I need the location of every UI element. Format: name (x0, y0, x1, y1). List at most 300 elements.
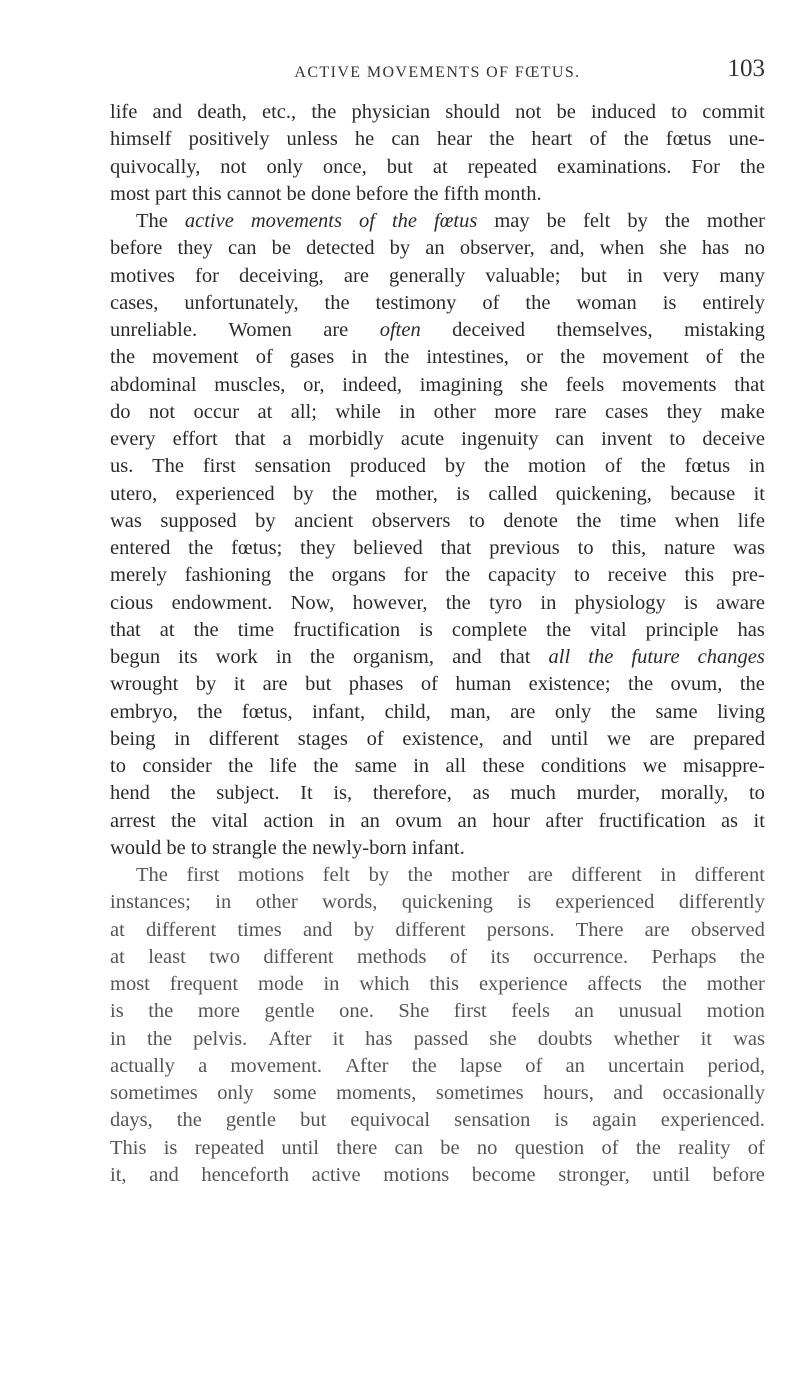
word: cases (605, 400, 649, 423)
word: least (148, 945, 186, 968)
word: wrought (110, 673, 179, 696)
word: can (228, 237, 257, 260)
running-head (110, 48, 765, 88)
word: it (753, 482, 765, 505)
word: they (300, 537, 336, 559)
word: are (649, 727, 675, 750)
word: of (747, 1136, 765, 1159)
word: occur (193, 400, 240, 423)
text-line (110, 617, 765, 644)
word: detected (306, 237, 375, 260)
word: the (193, 618, 219, 641)
word: an (457, 809, 477, 832)
word: organism, (352, 646, 434, 668)
word: that (440, 537, 472, 559)
word: at (110, 918, 125, 941)
text-line (110, 699, 765, 726)
word: the (197, 700, 223, 723)
word: or, (303, 373, 325, 396)
word: but (305, 673, 332, 696)
word: instances; (110, 891, 191, 914)
word: of (601, 1136, 619, 1159)
word: of (604, 455, 622, 478)
word: aware (715, 591, 765, 614)
word: when (599, 237, 645, 260)
word: observed (690, 918, 765, 941)
word: It (300, 782, 313, 805)
word: at (159, 618, 175, 641)
word: arrest (110, 809, 156, 832)
word: The (152, 455, 185, 478)
word: be (271, 237, 291, 260)
word: in (110, 1027, 126, 1050)
word: death, (197, 101, 247, 123)
text-line (110, 835, 765, 862)
word: pre- (731, 564, 765, 587)
word: active (184, 210, 234, 232)
word: misappre- (682, 755, 765, 777)
word: the (739, 155, 765, 178)
word: observers (371, 509, 451, 532)
word: imagining (419, 373, 503, 396)
word: different (145, 918, 217, 941)
word: to (190, 836, 212, 859)
word: etc., (261, 101, 297, 123)
word: living (717, 700, 765, 723)
word: is (110, 1000, 124, 1023)
word: She (398, 1000, 430, 1023)
text-line (110, 453, 765, 480)
word: observer, (459, 237, 535, 260)
word: and, (549, 237, 585, 260)
word: same (354, 755, 397, 777)
word: most (110, 182, 155, 205)
word: fifth (443, 182, 485, 205)
word: physician (351, 101, 431, 123)
word: the (391, 210, 417, 232)
word: sensation (454, 1109, 531, 1132)
word: principle (645, 618, 719, 641)
word: very (662, 264, 700, 287)
text-line (110, 1080, 765, 1107)
text-line (110, 944, 765, 971)
word: himself (110, 128, 172, 151)
word: heart (531, 128, 573, 151)
word: no (476, 1136, 498, 1159)
word: the (640, 455, 666, 478)
word: the (445, 591, 471, 614)
word: of (420, 673, 438, 696)
word: morally, (660, 782, 729, 805)
word: a (282, 428, 292, 450)
word: differently (678, 891, 765, 914)
word: stages (297, 727, 348, 750)
word: is (662, 291, 677, 314)
word: at (257, 400, 273, 423)
word: as (720, 809, 739, 832)
word: movements (250, 210, 342, 232)
word: movement (602, 346, 689, 369)
word: utero, (110, 482, 158, 505)
word: to (468, 509, 485, 532)
word: and (452, 646, 482, 668)
word: some (273, 1082, 317, 1104)
word: she (659, 237, 687, 260)
word: Perhaps (651, 945, 717, 968)
word: different (694, 864, 765, 886)
word: experienced. (660, 1109, 765, 1132)
word: experience (478, 973, 568, 995)
word: in (174, 727, 191, 750)
word: experienced (555, 891, 655, 914)
text-line (110, 1135, 765, 1162)
word: more (494, 400, 537, 423)
word: would (110, 836, 167, 859)
word: until (652, 1163, 690, 1186)
word: is (456, 482, 470, 505)
word: no (744, 237, 765, 260)
word: more (197, 1000, 240, 1023)
running-title: ACTIVE MOVEMENTS OF FŒTUS. (294, 64, 581, 81)
word: subject. (216, 782, 280, 805)
word: time (619, 509, 657, 532)
word: are (527, 864, 553, 886)
word: fœtus (665, 128, 712, 151)
word: murder, (576, 782, 641, 805)
word: the (311, 101, 337, 123)
word: movements (621, 373, 717, 396)
word: methods (356, 945, 427, 968)
word: of (358, 210, 375, 232)
word: cannot (226, 182, 287, 205)
text-line (110, 1053, 765, 1080)
text-line (110, 181, 765, 208)
word: acute (400, 428, 445, 450)
word: it (700, 1027, 712, 1050)
word: same (655, 700, 698, 723)
word: only (217, 1082, 254, 1104)
word: make (720, 400, 765, 423)
word: are (262, 673, 288, 696)
word: in (215, 891, 232, 914)
word: infant. (411, 836, 465, 859)
word: period, (707, 1054, 765, 1077)
word: are (644, 918, 670, 941)
word: changes (697, 646, 765, 668)
word: which (359, 973, 410, 995)
word: they (177, 237, 213, 260)
word: of (255, 346, 273, 369)
word: repeated (467, 155, 538, 178)
word: persons. (486, 918, 555, 941)
word: generally (389, 264, 466, 287)
word: a (198, 1054, 208, 1077)
word: ovum (395, 809, 443, 832)
text-line (110, 126, 765, 153)
word: of (525, 1054, 543, 1077)
word: tyro (489, 591, 523, 614)
word: ingenuity (461, 428, 539, 450)
word: can (394, 1136, 423, 1159)
word: woman (576, 291, 637, 314)
word: ovum, (670, 673, 723, 696)
word: for (195, 264, 219, 287)
word: frequent (169, 973, 239, 995)
word: morbidly (308, 428, 384, 450)
word: in (323, 973, 340, 995)
word: that (499, 646, 531, 668)
word: produced (349, 455, 427, 478)
word: unreliable. (110, 319, 198, 341)
word: For (691, 155, 720, 178)
word: the (281, 836, 313, 859)
word: henceforth (201, 1163, 290, 1186)
word: vital (590, 618, 627, 641)
text-line (110, 998, 765, 1025)
word: pelvis. (193, 1027, 248, 1050)
word: the (288, 564, 314, 587)
word: until (550, 727, 589, 750)
word: is (163, 1136, 178, 1159)
word: to (671, 101, 688, 123)
text-line (110, 426, 765, 453)
word: motion (527, 455, 587, 478)
word: work (215, 646, 258, 668)
word: sometimes (110, 1082, 198, 1104)
text-line (110, 481, 765, 508)
word: phases (348, 673, 404, 696)
word: strangle (211, 836, 282, 859)
word: motion (706, 1000, 765, 1023)
text-line (110, 971, 765, 998)
word: done (311, 182, 356, 205)
word: the (445, 564, 471, 587)
word: be (286, 182, 312, 205)
word: it (233, 673, 246, 696)
word: was (110, 509, 142, 532)
word: they (666, 400, 703, 423)
word: actually (110, 1054, 175, 1077)
word: entirely (702, 291, 765, 314)
word: question (514, 1136, 585, 1159)
word: deceive (702, 428, 765, 450)
word: in (660, 864, 677, 886)
word: its (490, 945, 510, 968)
word: before (356, 182, 414, 205)
word: the (628, 673, 654, 696)
text-line (110, 644, 765, 671)
word: the (110, 346, 136, 369)
word: whether (613, 1027, 680, 1050)
text-line (110, 208, 765, 235)
word: that (734, 373, 765, 396)
word: may (494, 210, 530, 232)
text-line (110, 562, 765, 589)
word: gentle (264, 1000, 315, 1023)
word: mistaking (684, 319, 765, 341)
word: is (684, 591, 698, 614)
text-line (110, 344, 765, 371)
word: future (631, 646, 680, 668)
word: vital (211, 809, 248, 832)
text-line (110, 726, 765, 753)
word: first (202, 455, 236, 478)
word: moments, (336, 1082, 417, 1104)
word: equivocal (350, 1109, 431, 1132)
word: it (332, 1027, 345, 1050)
word: before (712, 1163, 765, 1186)
word: but (580, 264, 607, 287)
word: first (453, 1000, 487, 1023)
word: doubts (537, 1027, 593, 1050)
word: we (606, 727, 631, 750)
text-line (110, 862, 765, 889)
word: fructification (598, 809, 706, 832)
word: reality (678, 1136, 731, 1159)
word: in (748, 455, 765, 478)
word: the (546, 618, 572, 641)
word: quivocally, (110, 155, 201, 178)
word: embryo, (110, 700, 178, 723)
word: quickening, (555, 482, 652, 505)
word: become (471, 1163, 536, 1186)
text-line (110, 780, 765, 807)
word: be (546, 210, 566, 232)
word: active (311, 1163, 361, 1186)
word: mother (451, 864, 510, 886)
word: valuable; (485, 264, 561, 287)
word: she (520, 373, 548, 396)
word: movement (152, 346, 239, 369)
word: are (343, 264, 369, 287)
word: The (136, 210, 168, 232)
word: the (739, 346, 765, 369)
word: The (136, 864, 168, 886)
word: merely (110, 564, 167, 587)
word: an (574, 1000, 594, 1023)
word: themselves, (556, 319, 653, 341)
text-line (110, 889, 765, 916)
word: receive (607, 564, 667, 587)
word: the (484, 455, 510, 478)
text-line (110, 671, 765, 698)
word: deceiving, (238, 264, 324, 287)
word: the (170, 782, 196, 805)
word: this (192, 182, 227, 205)
word: most (110, 973, 150, 995)
word: however, (352, 591, 428, 614)
word: life (110, 101, 138, 123)
word: life (269, 755, 297, 777)
word: abdominal (110, 373, 197, 396)
word: of (449, 945, 467, 968)
word: occasionally (662, 1082, 765, 1104)
word: the (560, 346, 586, 369)
word: different (208, 727, 280, 750)
word: the (313, 755, 339, 777)
word: it, (110, 1163, 127, 1186)
word: stronger, (558, 1163, 630, 1186)
text-line (110, 372, 765, 399)
word: as (472, 782, 490, 805)
word: the (661, 973, 687, 995)
word: the (623, 128, 649, 151)
word: not (220, 155, 247, 178)
word: mother (706, 973, 765, 995)
word: believed (353, 537, 423, 559)
word: is (419, 618, 433, 641)
word: and (152, 101, 183, 123)
word: sensation (254, 455, 331, 478)
word: not (515, 101, 542, 123)
word: nature (664, 537, 716, 559)
word: effort (172, 428, 218, 450)
word: be (166, 836, 191, 859)
word: There (575, 918, 624, 941)
word: only (266, 155, 303, 178)
word: different (571, 864, 642, 886)
word: positively (188, 128, 270, 151)
word: previous (489, 537, 560, 559)
word: different (263, 945, 334, 968)
word: was (733, 1027, 765, 1050)
word: or (525, 346, 544, 369)
word: these (482, 755, 525, 777)
word: before (110, 237, 163, 260)
word: of (366, 727, 384, 750)
word: child, (384, 700, 431, 723)
word: two (209, 945, 240, 968)
word: the (384, 346, 410, 369)
text-line (110, 99, 765, 126)
word: the (525, 291, 551, 314)
word: the (588, 646, 614, 668)
word: days, (110, 1109, 153, 1132)
word: After (268, 1027, 312, 1050)
word: by (255, 509, 276, 532)
word: an (565, 1054, 585, 1077)
word: invent (601, 428, 653, 450)
word: to (110, 755, 126, 777)
word: the (739, 945, 765, 968)
word: by (627, 210, 648, 232)
word: was (733, 537, 765, 559)
word: in (351, 346, 368, 369)
word: the (228, 755, 254, 777)
word: action (263, 809, 314, 832)
word: this, (611, 537, 647, 559)
word: gentle (225, 1109, 276, 1132)
word: the (413, 182, 444, 205)
word: feels (511, 1000, 550, 1023)
word: mode (258, 973, 304, 995)
word: every (110, 428, 156, 450)
word: that (234, 428, 266, 450)
word: by (444, 455, 466, 478)
word: felt (322, 864, 350, 886)
word: conditions (540, 755, 627, 777)
word: existence, (402, 727, 484, 750)
word: an (360, 809, 380, 832)
word: fœtus (434, 210, 478, 232)
word: capacity (487, 564, 557, 587)
body-text (110, 99, 765, 1189)
text-line (110, 535, 765, 562)
word: infant, (312, 700, 366, 723)
word: are (323, 319, 349, 341)
word: muscles, (214, 373, 286, 396)
word: has (737, 618, 765, 641)
